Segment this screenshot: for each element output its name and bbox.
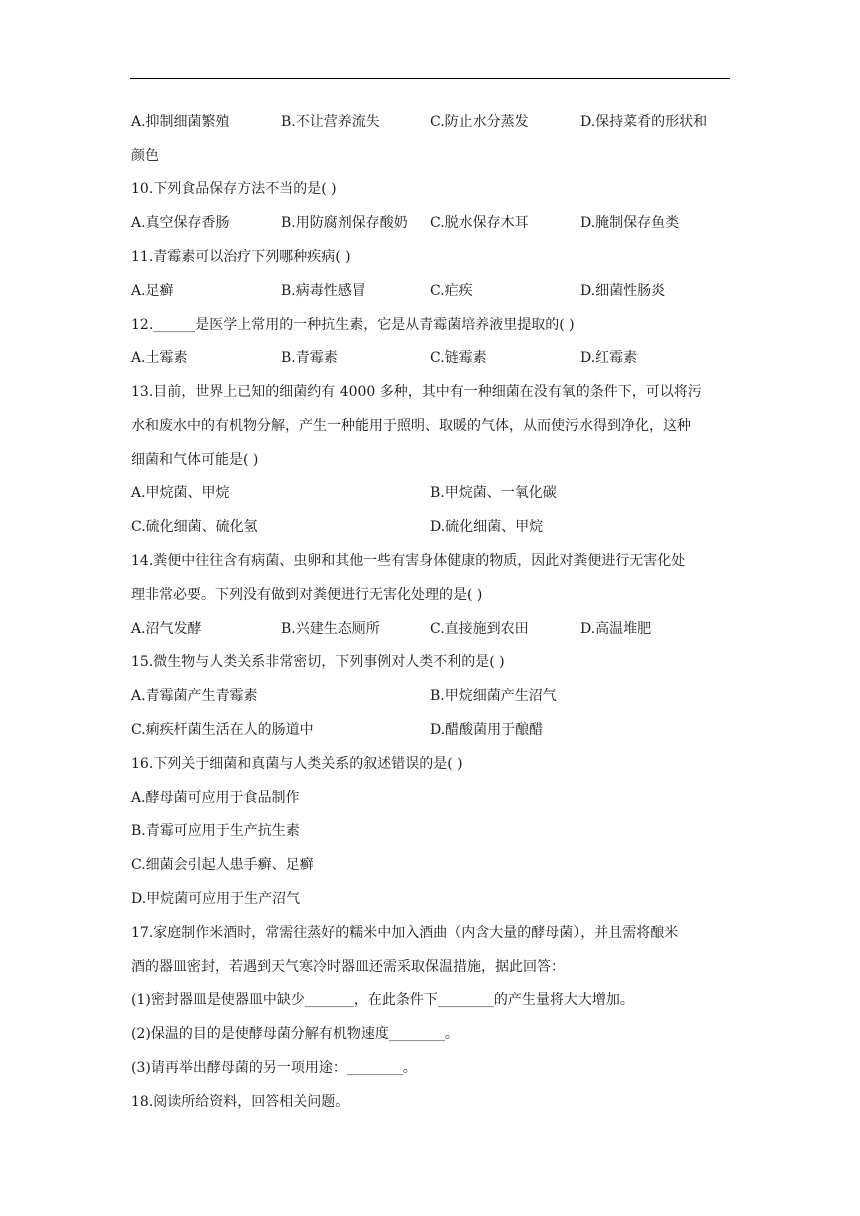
q9-option-d-continuation: 颜色	[131, 148, 159, 164]
q16-option-b: B.青霉可应用于生产抗生素	[131, 823, 300, 839]
q18-stem: 18.阅读所给资料，回答相关问题。	[131, 1094, 350, 1110]
q13-stem-line-2: 水和废水中的有机物分解，产生一种能用于照明、取暖的气体，从而使污水得到净化，这种	[131, 418, 691, 434]
q15-stem: 15.微生物与人类关系非常密切，下列事例对人类不利的是( )	[131, 654, 505, 670]
q11-option-d: D.细菌性肠炎	[580, 283, 666, 299]
q14-option-c: C.直接施到农田	[430, 621, 529, 637]
q10-stem: 10.下列食品保存方法不当的是( )	[131, 181, 337, 197]
q12-stem: 12.______是医学上常用的一种抗生素，它是从青霉菌培养液里提取的( )	[131, 317, 575, 333]
q14-option-a: A.沼气发酵	[131, 621, 202, 637]
q15-option-a: A.青霉菌产生青霉素	[131, 688, 258, 704]
q9-option-d: D.保持菜肴的形状和	[580, 114, 708, 130]
q11-stem: 11.青霉素可以治疗下列哪种疾病( )	[131, 249, 351, 265]
q9-option-b: B.不让营养流失	[281, 114, 380, 130]
q13-stem-line-3: 细菌和气体可能是( )	[131, 452, 259, 468]
q9-option-a: A.抑制细菌繁殖	[131, 114, 230, 130]
q11-option-a: A.足癣	[131, 283, 174, 299]
q13-option-c: C.硫化细菌、硫化氢	[131, 519, 258, 535]
q14-option-b: B.兴建生态厕所	[281, 621, 380, 637]
q15-option-b: B.甲烷细菌产生沼气	[430, 688, 557, 704]
q12-option-a: A.土霉素	[131, 350, 188, 366]
q11-option-b: B.病毒性感冒	[281, 283, 366, 299]
q15-option-c: C.痢疾杆菌生活在人的肠道中	[131, 722, 314, 738]
q17-sub-3: (3)请再举出酵母菌的另一项用途：________。	[131, 1060, 417, 1076]
q13-option-d: D.硫化细菌、甲烷	[430, 519, 544, 535]
q10-option-b: B.用防腐剂保存酸奶	[281, 215, 408, 231]
q10-option-c: C.脱水保存木耳	[430, 215, 529, 231]
q14-stem-line-1: 14.粪便中往往含有病菌、虫卵和其他一些有害身体健康的物质，因此对粪便进行无害化处	[131, 553, 686, 569]
q17-sub-2: (2)保温的目的是使酵母菌分解有机物速度________。	[131, 1026, 459, 1042]
q17-sub-1: (1)密封器皿是使器皿中缺少_______，在此条件下________的产生量将大大增加。	[131, 992, 634, 1008]
q12-option-b: B.青霉素	[281, 350, 338, 366]
q12-option-c: C.链霉素	[430, 350, 487, 366]
q16-option-a: A.酵母菌可应用于食品制作	[131, 790, 300, 806]
q14-option-d: D.高温堆肥	[580, 621, 652, 637]
q17-stem-line-2: 酒的器皿密封，若遇到天气寒冷时器皿还需采取保温措施，据此回答：	[131, 959, 565, 975]
q13-stem-line-1: 13.目前，世界上已知的细菌约有 4000 多种，其中有一种细菌在没有氧的条件下，可以将污	[131, 384, 702, 400]
q10-option-d: D.腌制保存鱼类	[580, 215, 680, 231]
q14-stem-line-2: 理非常必要。下列没有做到对粪便进行无害化处理的是( )	[131, 587, 483, 603]
q16-option-d: D.甲烷菌可应用于生产沼气	[131, 891, 301, 907]
q10-option-a: A.真空保存香肠	[131, 215, 230, 231]
q13-option-a: A.甲烷菌、甲烷	[131, 485, 230, 501]
q11-option-c: C.疟疾	[430, 283, 473, 299]
q15-option-d: D.醋酸菌用于酿醋	[430, 722, 544, 738]
q9-option-c: C.防止水分蒸发	[430, 114, 529, 130]
q17-stem-line-1: 17.家庭制作米酒时，常需往蒸好的糯米中加入酒曲（内含大量的酵母菌），并且需将酿米	[131, 925, 679, 941]
q13-option-b: B.甲烷菌、一氧化碳	[430, 485, 557, 501]
q16-option-c: C.细菌会引起人患手癣、足癣	[131, 857, 314, 873]
q12-option-d: D.红霉素	[580, 350, 638, 366]
q16-stem: 16.下列关于细菌和真菌与人类关系的叙述错误的是( )	[131, 756, 463, 772]
header-rule	[130, 78, 730, 79]
